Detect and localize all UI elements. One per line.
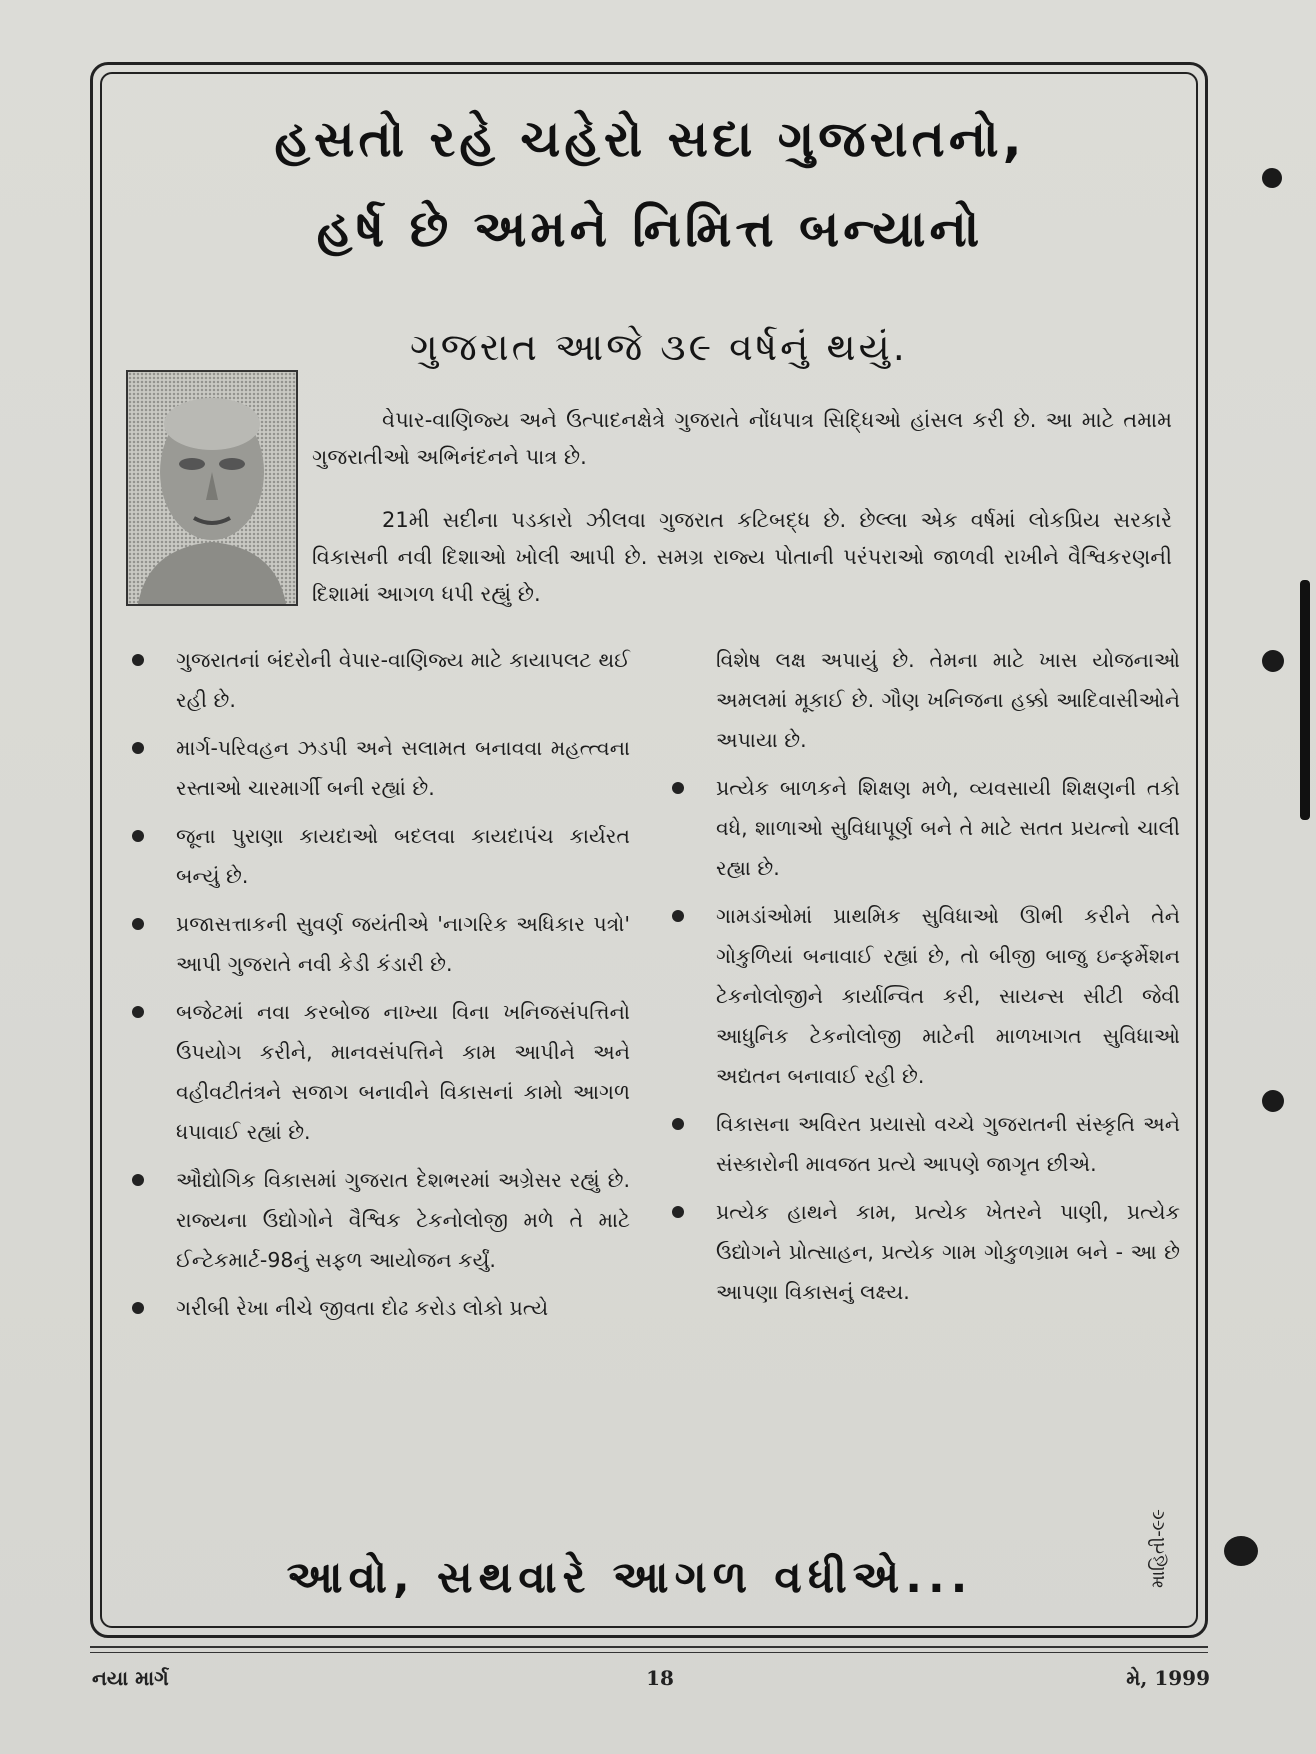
ink-blot-icon — [1224, 1536, 1258, 1566]
bullet-text: ગામડાંઓમાં પ્રાથમિક સુવિધાઓ ઊભી કરીને તેને ગોકુળિયાં બનાવાઈ રહ્યાં છે, તો બીજી બાજુ ઇન્ફર્મેશન ટેકનોલોજીને કાર્યાન્વિત કરી, સાયન્સ સીટી જેવી આધુનિક ટેકનોલોજી માટેની માળખાગત સુવિધાઓ અદ્યતન બનાવાઈ રહી છે. — [716, 904, 1180, 1088]
bullet-text: પ્રત્યેક બાળકને શિક્ષણ મળે, વ્યવસાયી શિક્ષણની તકો વધે, શાળાઓ સુવિધાપૂર્ણ બને તે માટે સતત પ્રયત્નો ચાલી રહ્યા છે. — [716, 776, 1180, 880]
bullet-dot-icon — [672, 910, 684, 922]
advert-code: માહિતી-૯૯ — [1148, 1509, 1169, 1589]
list-item — [130, 904, 630, 984]
intro-text-1: વેપાર-વાણિજ્ય અને ઉત્પાદનક્ષેત્રે ગુજરાતે નોંધપાત્ર સિદ્ધિઓ હાંસલ કરી છે. આ માટે તમામ ગુજરાતીઓ અભિનંદનને પાત્ર છે. — [312, 408, 1172, 469]
punch-hole-icon — [1262, 168, 1282, 188]
list-item — [130, 992, 630, 1152]
continued-text: વિશેષ લક્ષ અપાયું છે. તેમના માટે ખાસ યોજનાઓ અમલમાં મૂકાઈ છે. ગૌણ ખનિજના હક્કો આદિવાસીઓને અપાયા છે. — [716, 648, 1180, 752]
portrait-silhouette — [128, 372, 296, 604]
intro-paragraph-2 — [312, 502, 1172, 613]
bullet-dot-icon — [132, 654, 144, 666]
bullet-text: માર્ગ-પરિવહન ઝડપી અને સલામત બનાવવા મહત્ત્વના રસ્તાઓ ચારમાર્ગી બની રહ્યાં છે. — [176, 736, 630, 800]
bullet-dot-icon — [672, 1118, 684, 1130]
bullet-dot-icon — [132, 1174, 144, 1186]
intro-text-2: 21મી સદીના પડકારો ઝીલવા ગુજરાત કટિબદ્ધ છે. છેલ્લા એક વર્ષમાં લોકપ્રિય સરકારે વિકાસની નવી દિશાઓ ખોલી આપી છે. સમગ્ર રાજ્ય પોતાની પરંપરાઓ જાળવી રાખીને વૈશ્વિકરણની દિશામાં આગળ ધપી રહ્યું છે. — [312, 508, 1172, 606]
footer-divider — [90, 1646, 1208, 1648]
footer-page-number: 18 — [646, 1666, 674, 1690]
bullet-dot-icon — [672, 782, 684, 794]
bullet-dot-icon — [132, 1302, 144, 1314]
footer-magazine-name: નયા માર્ગ — [92, 1666, 169, 1690]
list-item — [670, 896, 1180, 1096]
left-column — [130, 640, 630, 1336]
punch-hole-icon — [1262, 650, 1284, 672]
bullet-text: બજેટમાં નવા કરબોજ નાખ્યા વિના ખનિજસંપત્તિનો ઉપયોગ કરીને, માનવસંપત્તિને કામ આપીને અને વહીવટીતંત્રને સજાગ બનાવીને વિકાસનાં કામો આગળ ધપાવાઈ રહ્યાં છે. — [176, 1000, 630, 1144]
list-item — [670, 1192, 1180, 1312]
portrait-photo — [126, 370, 298, 606]
list-item — [130, 1288, 630, 1328]
list-item — [130, 728, 630, 808]
bullet-text: પ્રત્યેક હાથને કામ, પ્રત્યેક ખેતરને પાણી, પ્રત્યેક ઉદ્યોગને પ્રોત્સાહન, પ્રત્યેક ગામ ગોકુળગ્રામ બને - આ છે આપણા વિકાસનું લક્ષ્ય. — [716, 1200, 1180, 1304]
bullet-dot-icon — [132, 830, 144, 842]
bullet-text: પ્રજાસત્તાકની સુવર્ણ જયંતીએ 'નાગરિક અધિકાર પત્રો' આપી ગુજરાતે નવી કેડી કંડારી છે. — [176, 912, 630, 976]
list-item — [130, 816, 630, 896]
bullet-text: ગુજરાતનાં બંદરોની વેપાર-વાણિજ્ય માટે કાયાપલટ થઈ રહી છે. — [176, 648, 630, 712]
bullet-text: ગરીબી રેખા નીચે જીવતા દોઢ કરોડ લોકો પ્રત્યે — [176, 1296, 549, 1320]
bullet-text: જૂના પુરાણા કાયદાઓ બદલવા કાયદાપંચ કાર્યરત બન્યું છે. — [176, 824, 630, 888]
bullet-text: વિકાસના અવિરત પ્રયાસો વચ્ચે ગુજરાતની સંસ્કૃતિ અને સંસ્કારોની માવજત પ્રત્યે આપણે જાગૃત છીએ. — [716, 1112, 1180, 1176]
list-item — [130, 640, 630, 720]
list-item — [130, 1160, 630, 1280]
bullet-dot-icon — [132, 1006, 144, 1018]
footer-issue-date: મે, 1999 — [1126, 1666, 1210, 1690]
headline-line-1: હસતો રહે ચહેરો સદા ગુજરાતનો, — [274, 110, 1026, 168]
headline-line-2: હર્ષ છે અમને નિમિત્ત બન્યાનો — [316, 200, 984, 258]
punch-hole-icon — [1262, 1090, 1284, 1112]
intro-paragraph-1 — [312, 402, 1172, 476]
list-item — [670, 1104, 1180, 1184]
bullet-dot-icon — [132, 918, 144, 930]
right-column — [670, 640, 1180, 1320]
subheading: ગુજરાત આજે ૩૯ વર્ષનું થયું. — [410, 325, 908, 369]
closing-slogan: આવો, સથવારે આગળ વધીએ... — [286, 1552, 974, 1603]
list-item — [670, 768, 1180, 888]
bullet-text: ઔદ્યોગિક વિકાસમાં ગુજરાત દેશભરમાં અગ્રેસર રહ્યું છે. રાજ્યના ઉદ્યોગોને વૈશ્વિક ટેકનોલોજી મળે તે માટે ઈન્ટેકમાર્ટ-98નું સફળ આયોજન કર્યું. — [176, 1168, 630, 1272]
footer-divider-thin — [90, 1652, 1208, 1653]
bullet-dot-icon — [672, 1206, 684, 1218]
binding-edge-mark — [1300, 580, 1310, 820]
bullet-dot-icon — [132, 742, 144, 754]
